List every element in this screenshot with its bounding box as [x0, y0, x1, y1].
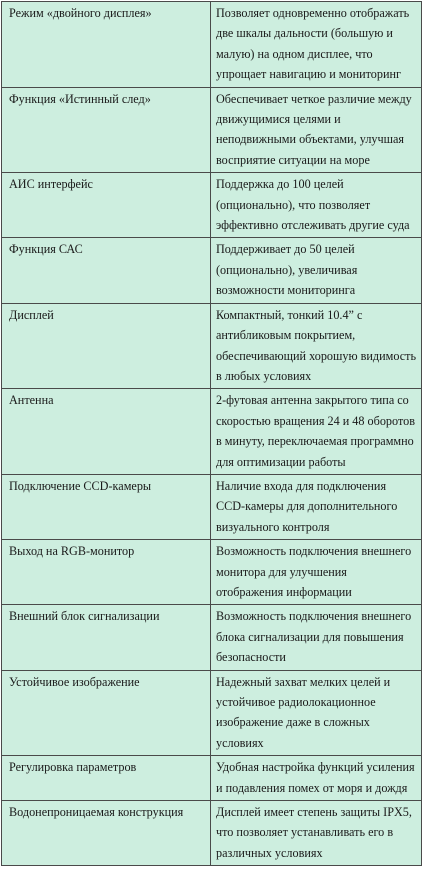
feature-description-cell: Поддержка до 100 целей (опционально), что позволяет эффективно отслеживать другие суда: [211, 173, 422, 238]
table-row: [2, 540, 422, 605]
feature-name-cell: Выход на RGB-монитор: [2, 540, 211, 605]
features-table-body: [2, 2, 422, 866]
table-row: [2, 87, 422, 173]
table-row: [2, 605, 422, 670]
feature-description-cell: Поддерживает до 50 целей (опционально), увеличивая возможности мониторинга: [211, 238, 422, 303]
feature-description-cell: Наличие входа для подключения CCD-камеры для дополнительного визуального контроля: [211, 474, 422, 539]
feature-description-cell: Удобная настройка функций усиления и подавления помех от моря и дождя: [211, 756, 422, 801]
feature-name-cell: Подключение CCD-камеры: [2, 474, 211, 539]
table-row: [2, 474, 422, 539]
table-row: [2, 670, 422, 756]
feature-description-cell: Позволяет одновременно отображать две шкалы дальности (большую и малую) на одном дисплее, что упрощает навигацию и мониторинг: [211, 2, 422, 88]
feature-name-cell: Антенна: [2, 389, 211, 475]
table-row: [2, 801, 422, 866]
table-row: [2, 303, 422, 389]
feature-description-cell: 2-футовая антенна закрытого типа со скоростью вращения 24 и 48 оборотов в минуту, переключаемая программно для оптимизации работы: [211, 389, 422, 475]
table-row: [2, 389, 422, 475]
feature-name-cell: Внешний блок сигнализации: [2, 605, 211, 670]
table-row: [2, 2, 422, 88]
table-row: [2, 756, 422, 801]
feature-name-cell: Функция САС: [2, 238, 211, 303]
feature-description-cell: Возможность подключения внешнего блока сигнализации для повышения безопасности: [211, 605, 422, 670]
feature-name-cell: АИС интерфейс: [2, 173, 211, 238]
feature-name-cell: Дисплей: [2, 303, 211, 389]
feature-description-cell: Компактный, тонкий 10.4” с антибликовым покрытием, обеспечивающий хорошую видимость в любых условиях: [211, 303, 422, 389]
feature-description-cell: Дисплей имеет степень защиты IPX5, что позволяет устанавливать его в различных условиях: [211, 801, 422, 866]
feature-description-cell: Надежный захват мелких целей и устойчивое радиолокационное изображение даже в сложных условиях: [211, 670, 422, 756]
feature-description-cell: Обеспечивает четкое различие между движущимися целями и неподвижными объектами, улучшая восприятие ситуации на море: [211, 87, 422, 173]
table-row: [2, 238, 422, 303]
feature-name-cell: Функция «Истинный след»: [2, 87, 211, 173]
feature-description-cell: Возможность подключения внешнего монитора для улучшения отображения информации: [211, 540, 422, 605]
feature-name-cell: Устойчивое изображение: [2, 670, 211, 756]
features-table: [1, 1, 422, 866]
feature-name-cell: Водонепроницаемая конструкция: [2, 801, 211, 866]
table-row: [2, 173, 422, 238]
feature-name-cell: Режим «двойного дисплея»: [2, 2, 211, 88]
feature-name-cell: Регулировка параметров: [2, 756, 211, 801]
